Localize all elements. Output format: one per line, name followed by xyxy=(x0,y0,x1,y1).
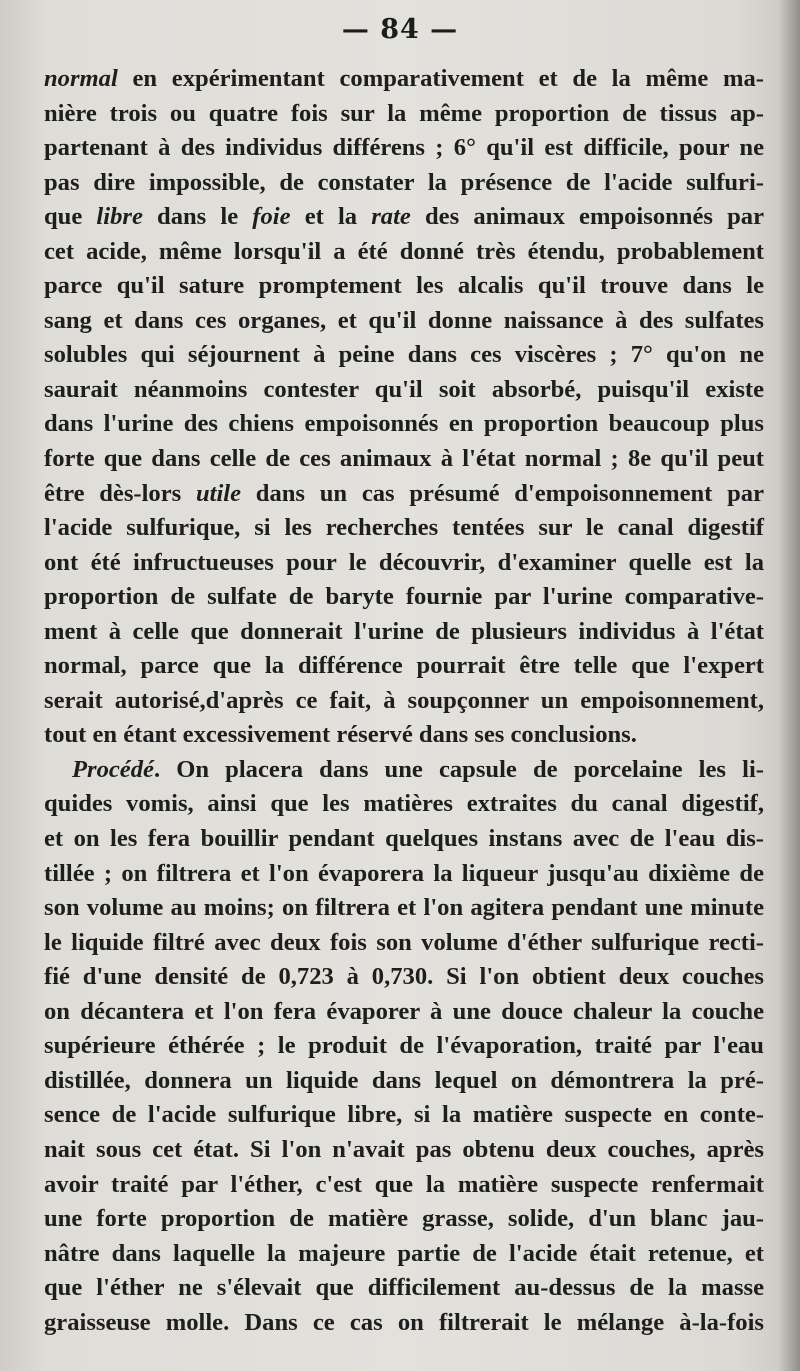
text-run: serait autorisé,d'après ce fait, à soupçonner un empoisonnement, xyxy=(44,686,764,714)
text-run: saurait néanmoins contester qu'il soit absorbé, puisqu'il existe xyxy=(44,375,764,403)
italic-term: foie xyxy=(252,203,291,231)
text-line xyxy=(44,995,764,1030)
text-run: supérieure éthérée ; le produit de l'évaporation, traité par l'eau xyxy=(44,1032,764,1060)
text-line xyxy=(44,269,764,304)
text-line xyxy=(44,891,764,926)
text-run: ont été infructueuses pour le découvrir, d'examiner quelle est la xyxy=(44,548,764,576)
text-line xyxy=(44,1168,764,1203)
text-run: son volume au moins; on filtrera et l'on agitera pendant une minute xyxy=(44,894,764,922)
text-line xyxy=(44,546,764,581)
text-line xyxy=(44,1237,764,1272)
text-run: tillée ; on filtrera et l'on évaporera la liqueur jusqu'au dixième de xyxy=(44,859,764,887)
text-line xyxy=(44,62,764,97)
text-run: on décantera et l'on fera évaporer à une douce chaleur la couche xyxy=(44,997,764,1025)
text-line xyxy=(44,1098,764,1133)
text-line xyxy=(44,580,764,615)
text-line xyxy=(44,304,764,339)
text-line xyxy=(44,235,764,270)
text-run: l'acide sulfurique, si les recherches tentées sur le canal digestif xyxy=(44,514,764,542)
text-run: partenant à des individus différens ; 6° qu'il est difficile, pour ne xyxy=(44,134,764,162)
text-run: le liquide filtré avec deux fois son volume d'éther sulfurique recti- xyxy=(44,928,764,956)
text-run: tout en étant excessivement réservé dans ses conclusions. xyxy=(44,721,637,749)
text-run: solubles qui séjournent à peine dans ces viscères ; 7° qu'on ne xyxy=(44,341,764,369)
text-run: normal, parce que la différence pourrait être telle que l'expert xyxy=(44,652,764,680)
text-line xyxy=(44,1306,764,1341)
text-run: dans l'urine des chiens empoisonnés en proportion beaucoup plus xyxy=(44,410,764,438)
italic-term: libre xyxy=(96,203,143,231)
text-line xyxy=(44,166,764,201)
text-line xyxy=(44,649,764,684)
text-line xyxy=(44,407,764,442)
text-line xyxy=(44,857,764,892)
text-run: en expérimentant comparativement et de la même ma- xyxy=(117,65,764,92)
text-run: graisseuse molle. Dans ce cas on filtrerait le mélange à-la-fois xyxy=(44,1308,764,1336)
page-edge-shadow xyxy=(778,0,800,1371)
text-line xyxy=(44,1271,764,1306)
text-run: forte que dans celle de ces animaux à l'état normal ; 8e qu'il peut xyxy=(44,445,764,473)
text-line xyxy=(44,615,764,650)
text-line xyxy=(44,753,764,788)
text-line xyxy=(44,442,764,477)
text-run: dans le xyxy=(142,203,253,231)
text-line xyxy=(44,718,764,753)
text-line xyxy=(44,960,764,995)
text-run: que xyxy=(44,203,97,231)
text-run: nait sous cet état. Si l'on n'avait pas obtenu deux couches, après xyxy=(44,1135,764,1163)
text-run: fié d'une densité de 0,723 à 0,730. Si l'on obtient deux couches xyxy=(44,963,764,991)
text-line xyxy=(44,1064,764,1099)
text-run: pas dire impossible, de constater la présence de l'acide sulfuri- xyxy=(44,168,764,196)
text-line xyxy=(44,511,764,546)
text-line xyxy=(44,822,764,857)
body-text xyxy=(44,62,764,1340)
italic-term: normal xyxy=(44,65,118,92)
text-line xyxy=(44,684,764,719)
text-run: . On placera dans une capsule de porcelaine les li- xyxy=(153,755,764,783)
text-line xyxy=(44,97,764,132)
text-run: que l'éther ne s'élevait que difficilement au-dessus de la masse xyxy=(44,1274,764,1302)
text-run: ment à celle que donnerait l'urine de plusieurs individus à l'état xyxy=(44,617,764,645)
text-line xyxy=(44,338,764,373)
text-line xyxy=(44,1133,764,1168)
text-run: quides vomis, ainsi que les matières extraites du canal digestif, xyxy=(44,790,764,818)
text-line xyxy=(44,1029,764,1064)
text-run: sang et dans ces organes, et qu'il donne naissance à des sulfates xyxy=(44,306,764,334)
text-run: sence de l'acide sulfurique libre, si la matière suspecte en conte- xyxy=(44,1101,764,1129)
text-run: dans un cas présumé d'empoisonnement par xyxy=(241,479,764,507)
page-number: — 84 — xyxy=(341,14,459,45)
italic-term: Procédé xyxy=(72,755,154,783)
text-line xyxy=(44,926,764,961)
text-run: cet acide, même lorsqu'il a été donné très étendu, probablement xyxy=(44,237,764,265)
text-run: des animaux empoisonnés par xyxy=(410,203,764,231)
text-line xyxy=(44,131,764,166)
text-line xyxy=(44,787,764,822)
text-line xyxy=(44,1202,764,1237)
italic-term: utile xyxy=(195,479,242,507)
text-run: une forte proportion de matière grasse, solide, d'un blanc jau- xyxy=(44,1205,764,1233)
text-run: et on les fera bouillir pendant quelques instans avec de l'eau dis- xyxy=(44,825,764,853)
text-run: avoir traité par l'éther, c'est que la matière suspecte renfermait xyxy=(44,1170,764,1198)
text-run: et la xyxy=(290,203,372,231)
text-line xyxy=(44,477,764,512)
text-run: parce qu'il sature promptement les alcalis qu'il trouve dans le xyxy=(44,272,764,300)
text-run: nière trois ou quatre fois sur la même proportion de tissus ap- xyxy=(44,99,764,127)
text-run: être dès-lors xyxy=(44,479,196,507)
text-line xyxy=(44,373,764,408)
text-run: nâtre dans laquelle la majeure partie de l'acide était retenue, et xyxy=(44,1239,764,1267)
text-line xyxy=(44,200,764,235)
text-run: proportion de sulfate de baryte fournie par l'urine comparative- xyxy=(44,583,764,611)
text-run: distillée, donnera un liquide dans lequel on démontrera la pré- xyxy=(44,1066,764,1094)
italic-term: rate xyxy=(371,203,411,231)
